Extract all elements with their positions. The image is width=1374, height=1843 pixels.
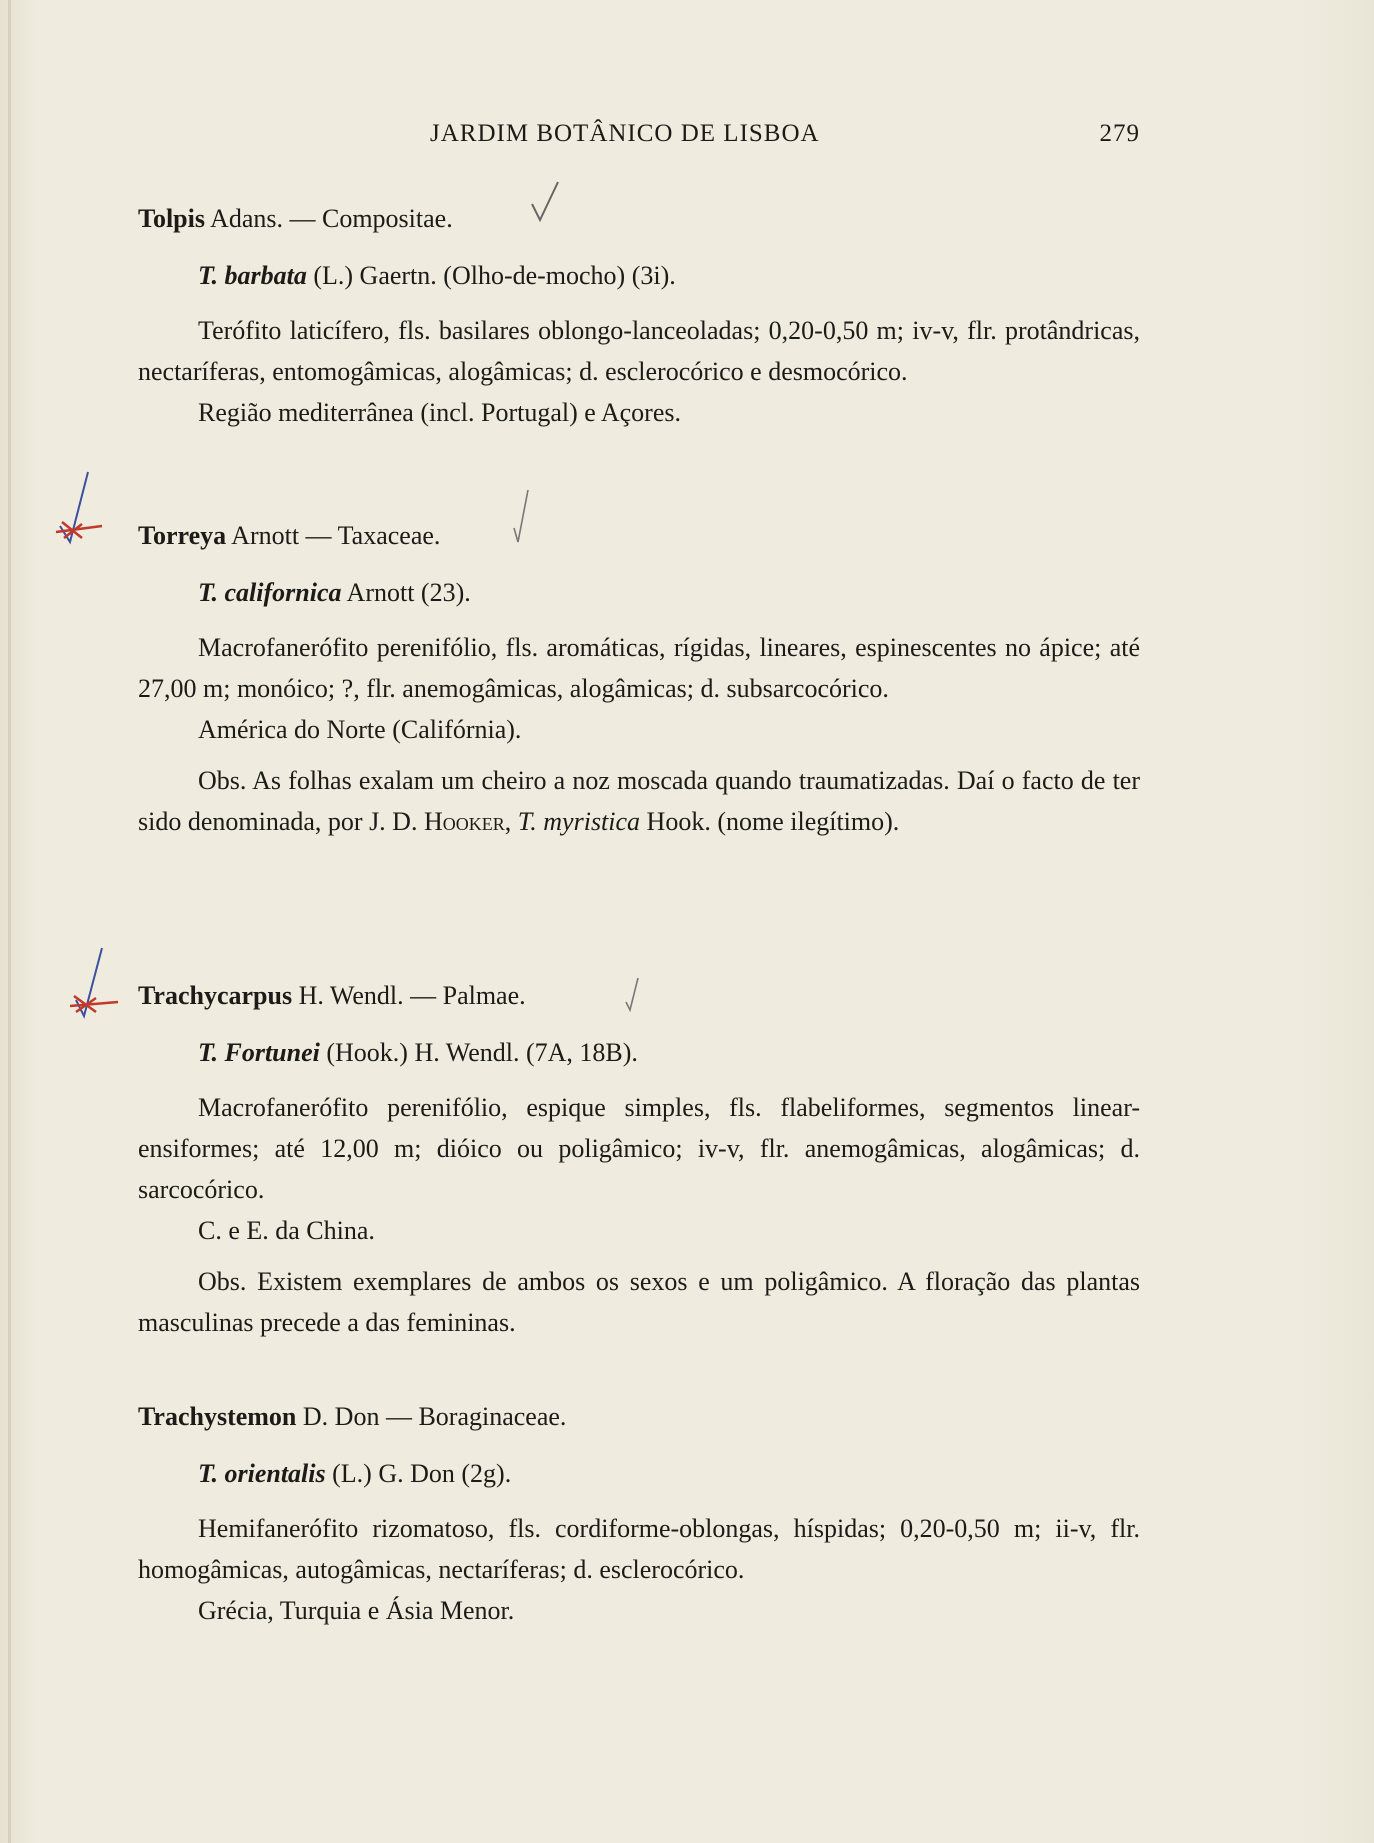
species-heading (198, 255, 1140, 296)
genus-authority: H. Wendl. — Palmae. (292, 981, 526, 1010)
obs-text-c: Hook. (nome ilegítimo). (640, 807, 900, 836)
genus-authority: D. Don — Boraginaceae. (296, 1402, 567, 1431)
species-heading (198, 1453, 1140, 1494)
species-name: T. orientalis (198, 1459, 326, 1488)
species-name: T. Fortunei (198, 1038, 320, 1067)
species-authority: (L.) G. Don (2g). (325, 1459, 512, 1488)
species-distribution: Grécia, Turquia e Ásia Menor. (198, 1596, 515, 1625)
entry-torreya (138, 515, 1140, 868)
genus-heading (138, 1396, 1140, 1437)
genus-authority: Arnott — Taxaceae. (226, 521, 441, 550)
pencil-check-icon (512, 488, 532, 548)
species-distribution: C. e E. da China. (198, 1216, 375, 1245)
species-name: T. californica (198, 578, 342, 607)
species-heading (198, 1032, 1140, 1073)
genus-authority: Adans. — Compositae. (204, 204, 453, 233)
species-authority: (L.) Gaertn. (Olho-de-mocho) (3i). (306, 261, 676, 290)
obs-author: Hooker (423, 807, 505, 836)
species-distribution: América do Norte (Califórnia). (198, 715, 522, 744)
species-observation (138, 760, 1140, 842)
entry-trachycarpus (138, 975, 1140, 1369)
species-description: Macrofanerófito perenifólio, fls. aromáticas, rígidas, lineares, espinescentes no ápice; até 27,00 m; monóico; ?, flr. anemogâmicas, alogâmicas; d. subsarcocórico. (138, 633, 1140, 703)
species-observation: Obs. Existem exemplares de ambos os sexos e um poligâmico. A floração das plantas masculinas precede a das femininas. (138, 1267, 1140, 1337)
margin-check-red-icon (52, 468, 122, 548)
genus-name: Trachystemon (138, 1402, 297, 1431)
pencil-check-icon (528, 180, 564, 228)
genus-heading (138, 515, 1140, 556)
species-description: Terófito laticífero, fls. basilares oblongo-lanceoladas; 0,20-0,50 m; iv-v, flr. protândricas, nectaríferas, entomogâmicas, alogâmicas; d. esclerocórico e desmocórico. (138, 316, 1140, 386)
genus-name: Tolpis (138, 204, 205, 233)
pencil-check-icon (624, 974, 646, 1014)
obs-text-b: , (504, 807, 518, 836)
page-number: 279 (1099, 120, 1140, 147)
genus-heading (138, 198, 1140, 239)
entry-tolpis (138, 198, 1140, 433)
species-distribution: Região mediterrânea (incl. Portugal) e Açores. (198, 398, 681, 427)
species-heading (198, 572, 1140, 613)
entry-trachystemon (138, 1396, 1140, 1631)
species-name: T. barbata (198, 261, 307, 290)
species-authority: (Hook.) H. Wendl. (7A, 18B). (319, 1038, 638, 1067)
genus-name: Torreya (138, 521, 227, 550)
obs-text-a: Obs. As folhas exalam um cheiro a noz moscada quando traumatizadas. Daí o facto de ter sido denominada, por J. D. (138, 766, 1140, 836)
species-description: Hemifanerófito rizomatoso, fls. cordiforme-oblongas, híspidas; 0,20-0,50 m; ii-v, flr. homogâmicas, autogâmicas, nectaríferas; d. esclerocórico. (138, 1514, 1140, 1584)
species-authority: Arnott (23). (341, 578, 471, 607)
margin-check-red-icon (62, 944, 132, 1024)
page-edge (8, 0, 11, 1843)
obs-species: T. myristica (517, 807, 641, 836)
header-title: JARDIM BOTÂNICO DE LISBOA (430, 120, 820, 147)
genus-name: Trachycarpus (138, 981, 293, 1010)
species-description: Macrofanerófito perenifólio, espique simples, fls. flabeliformes, segmentos linear-ensiformes; até 12,00 m; dióico ou poligâmico; iv-v, flr. anemogâmicas, alogâmicas; d. sarcocórico. (138, 1093, 1140, 1204)
